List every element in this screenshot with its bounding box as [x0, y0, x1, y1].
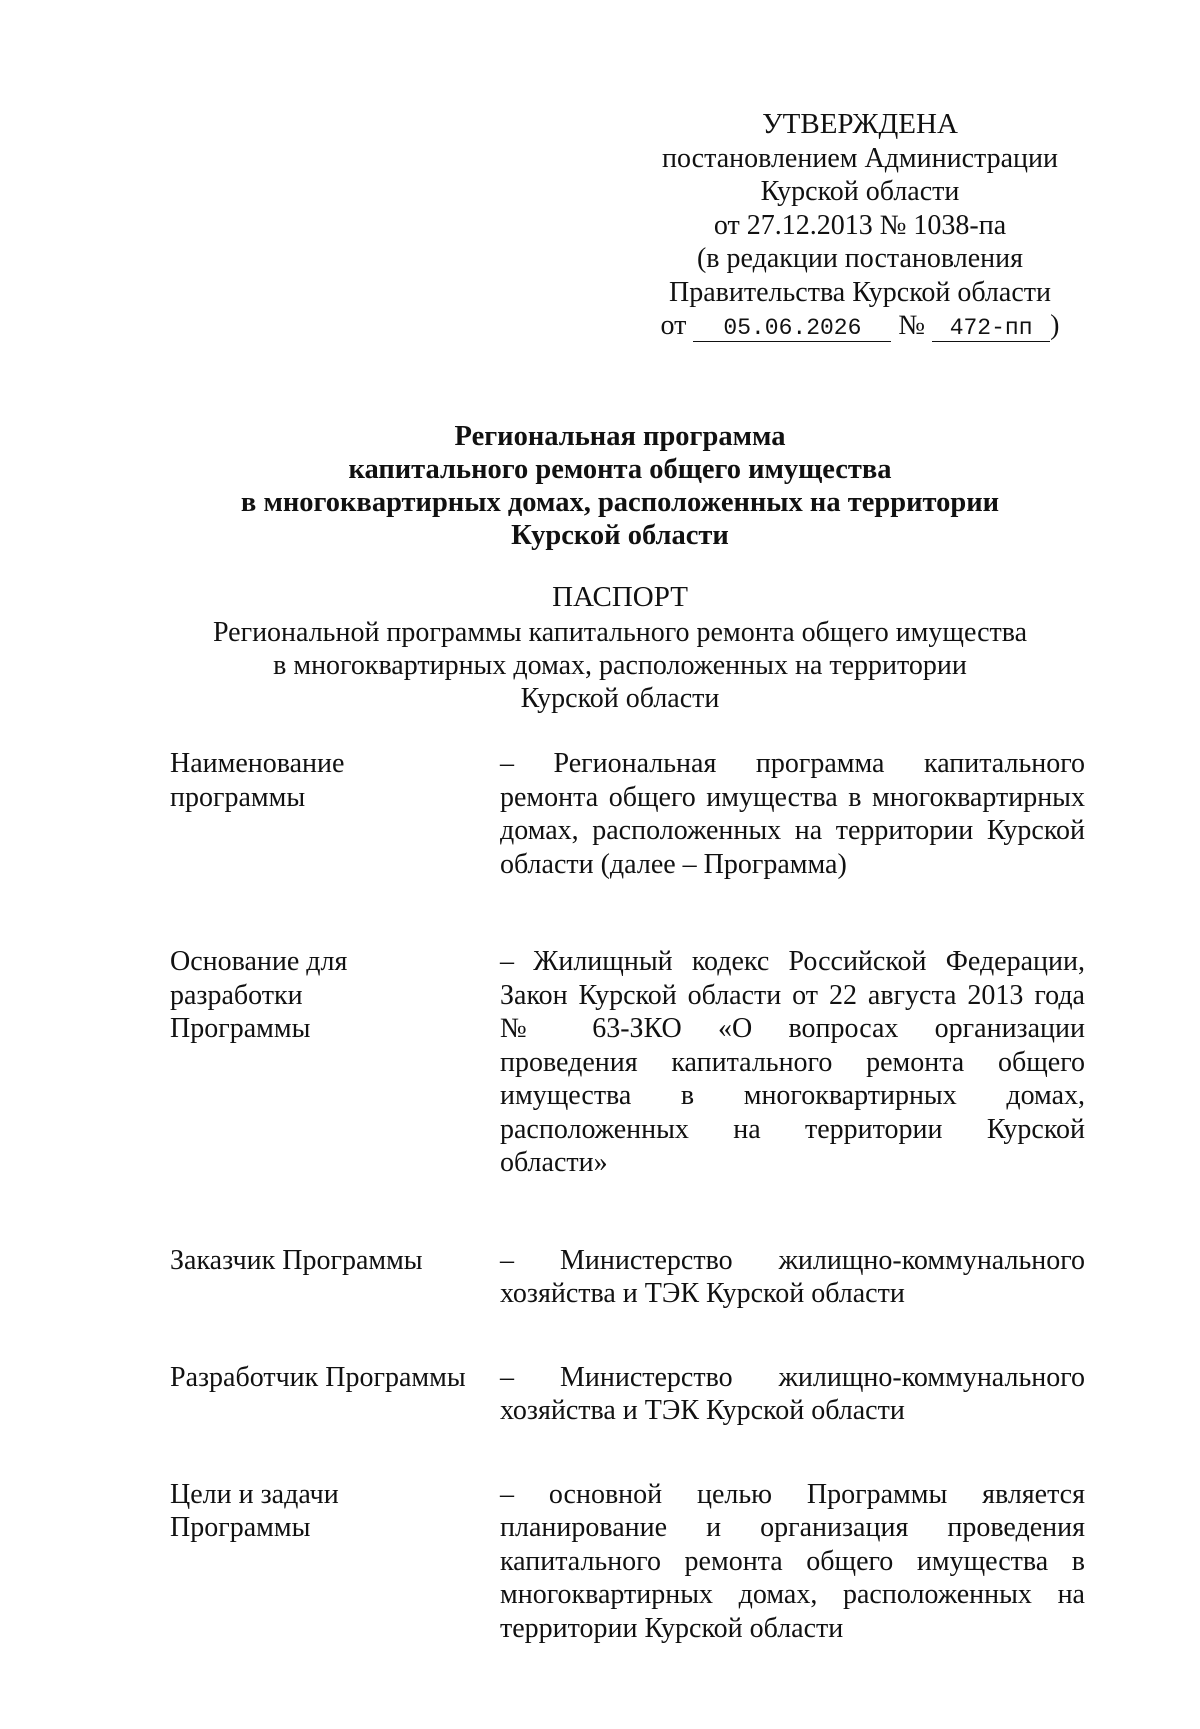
row-label — [170, 747, 500, 881]
row-value-line: капитального ремонта общего имущества в — [500, 1545, 1085, 1577]
approval-line: Курской области — [760, 176, 960, 207]
row-label-line: Программы — [170, 1512, 311, 1543]
approval-line: (в редакции постановления — [696, 243, 1024, 274]
passport-subtitle-line: Курской области — [520, 683, 720, 714]
row-value-line: имущества в многоквартирных домах, — [500, 1080, 1085, 1111]
row-label — [170, 1478, 500, 1646]
row-value-line: расположенных на территории Курской — [500, 1113, 1085, 1145]
approval-number: 472-пп — [932, 315, 1050, 342]
passport-row-goals — [170, 1478, 1085, 1646]
approval-stamp — [640, 108, 1080, 343]
row-value — [500, 1244, 1085, 1311]
row-label — [170, 1244, 500, 1311]
approval-heading: УТВЕРЖДЕНА — [762, 108, 958, 140]
row-label-line: Программы — [170, 1013, 311, 1044]
approval-line: постановлением Администрации — [662, 142, 1058, 174]
passport-table — [170, 747, 1085, 1645]
program-title-line: в многоквартирных домах, расположенных на территории — [240, 487, 1000, 518]
passport-row-customer — [170, 1244, 1085, 1311]
passport-heading: ПАСПОРТ — [552, 581, 688, 613]
row-value-line: – Жилищный кодекс Российской Федерации, — [500, 946, 1085, 977]
row-value-line: планирование и организация проведения — [500, 1512, 1085, 1543]
row-label-line: Наименование — [170, 748, 345, 779]
row-value-line: ремонта общего имущества в многоквартирных — [500, 781, 1085, 813]
passport-header — [120, 581, 1120, 715]
approval-registration-line — [640, 309, 1080, 343]
row-label-line: Цели и задачи — [170, 1478, 339, 1510]
number-prefix: № — [898, 310, 926, 341]
row-value — [500, 1478, 1085, 1646]
approval-date: 05.06.2026 — [693, 315, 891, 342]
row-value-line: № 63-ЗКО «О вопросах организации — [500, 1013, 1085, 1044]
row-value-line: многоквартирных домах, расположенных на — [500, 1579, 1085, 1610]
passport-row-name — [170, 747, 1085, 881]
passport-row-basis — [170, 945, 1085, 1180]
program-title-line: Курской области — [511, 520, 729, 551]
row-value — [500, 1361, 1085, 1428]
row-label-line: Заказчик Программы — [170, 1244, 423, 1276]
passport-subtitle-line: Региональной программы капитального ремонта общего имущества — [212, 617, 1028, 648]
row-value-line: области (далее – Программа) — [500, 848, 847, 880]
passport-row-developer — [170, 1361, 1085, 1428]
row-label — [170, 1361, 500, 1428]
approval-line: от 27.12.2013 № 1038-па — [713, 209, 1007, 241]
row-value-line: – Министерство жилищно-коммунального — [500, 1361, 1085, 1393]
closing-parenthesis: ) — [1050, 310, 1060, 341]
row-value-line: – Министерство жилищно-коммунального — [500, 1244, 1085, 1276]
row-value-line: – основной целью Программы является — [500, 1478, 1085, 1510]
from-prefix: от — [660, 310, 687, 341]
program-title-line: Региональная программа — [454, 421, 786, 452]
row-value-line: территории Курской области — [500, 1612, 844, 1644]
row-value-line: хозяйства и ТЭК Курской области — [500, 1278, 905, 1309]
row-value-line: Закон Курской области от 22 августа 2013 года — [500, 979, 1085, 1011]
row-label-line: разработки — [170, 979, 303, 1011]
row-label — [170, 945, 500, 1180]
row-value-line: области» — [500, 1147, 608, 1178]
row-value — [500, 945, 1085, 1180]
row-value — [500, 747, 1085, 881]
row-value-line: хозяйства и ТЭК Курской области — [500, 1395, 905, 1426]
row-label-line: Разработчик Программы — [170, 1361, 466, 1393]
row-label-line: Основание для — [170, 946, 348, 977]
program-title-line: капитального ремонта общего имущества — [348, 454, 892, 485]
approval-line: Правительства Курской области — [669, 276, 1051, 308]
program-title — [120, 420, 1120, 552]
row-label-line: программы — [170, 781, 306, 813]
row-value-line: домах, расположенных на территории Курской — [500, 815, 1085, 846]
row-value-line: – Региональная программа капитального — [500, 748, 1085, 779]
row-value-line: проведения капитального ремонта общего — [500, 1046, 1085, 1078]
passport-subtitle-line: в многоквартирных домах, расположенных на территории — [273, 650, 967, 681]
